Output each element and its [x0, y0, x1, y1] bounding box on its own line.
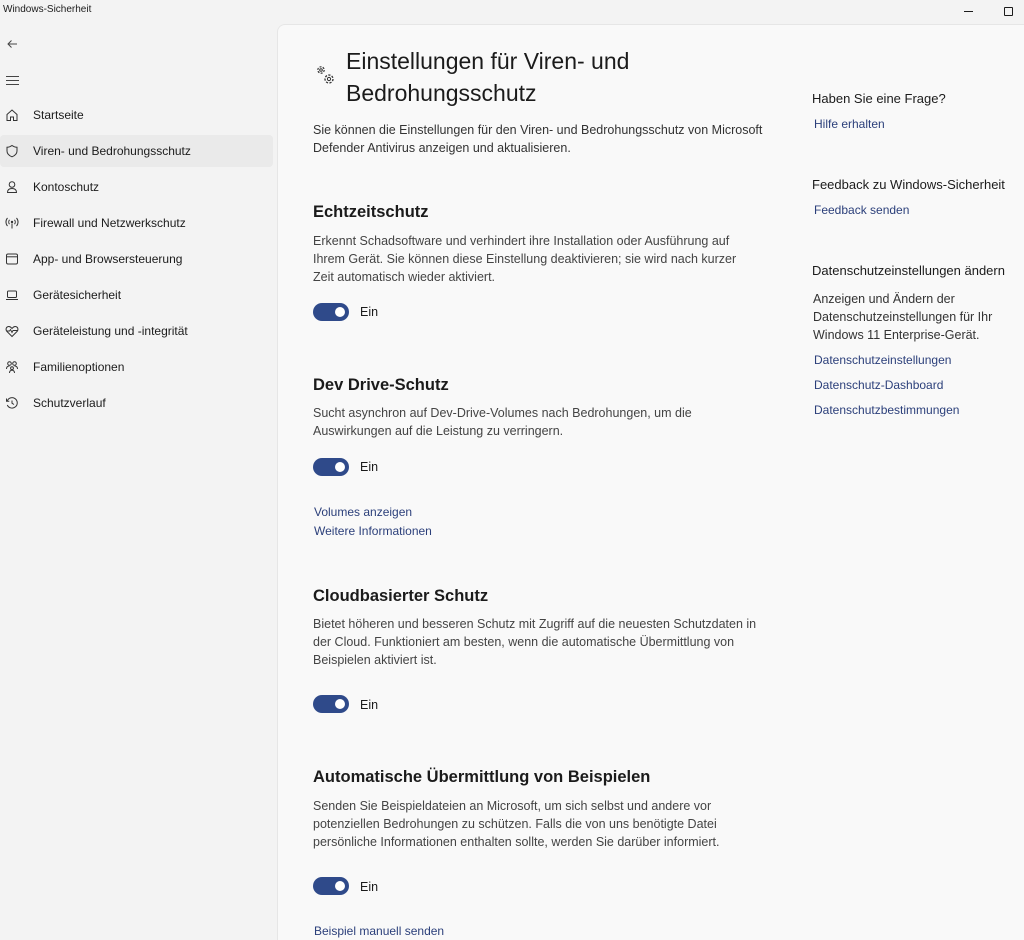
page-title: Einstellungen für Viren- und Bedrohungsschutz: [346, 48, 630, 106]
question-heading: Haben Sie eine Frage?: [812, 91, 946, 106]
sidebar-item-app-browsersteuerung[interactable]: [0, 243, 273, 275]
sidebar-item-label: Gerätesicherheit: [33, 288, 122, 302]
privacy-heading: Datenschutzeinstellungen ändern: [812, 263, 1005, 278]
person-icon: [0, 179, 24, 195]
sidebar-item-viren-und-bedrohungsschutz[interactable]: [0, 135, 273, 167]
section-description: Sucht asynchron auf Dev-Drive-Volumes nach Bedrohungen, um die Auswirkungen auf die Leistung zu verringern.: [313, 406, 692, 438]
hilfe-erhalten-link[interactable]: Hilfe erhalten: [814, 117, 885, 131]
feedback-heading: Feedback zu Windows-Sicherheit: [812, 177, 1005, 192]
maximize-icon: [1004, 7, 1013, 16]
sidebar-item-label: Startseite: [33, 108, 84, 122]
section-description: Senden Sie Beispieldateien an Microsoft, um sich selbst und andere vor potenziellen Bedrohungen zu schützen. Falls die von uns benötigte Datei persönliche Informationen enthalten sollte, werden Sie darüber informiert.: [313, 799, 720, 849]
toggle-knob: [335, 307, 345, 317]
section-description: Bietet höheren und besseren Schutz mit Zugriff auf die neuesten Schutzdaten in der Cloud. Funktioniert am besten, wenn die automatische Übermittlung von Beispielen aktiviert ist.: [313, 617, 757, 667]
datenschutzbestimmungen-link[interactable]: Datenschutzbestimmungen: [814, 403, 960, 417]
toggle-knob: [335, 699, 345, 709]
antenna-icon: [0, 215, 24, 231]
privacy-description: Anzeigen und Ändern der Datenschutzeinstellungen für Ihr Windows 11 Enterprise-Gerät.: [813, 292, 993, 342]
toggle-knob: [335, 462, 345, 472]
heart-pulse-icon: [0, 323, 24, 339]
datenschutz-dashboard-link[interactable]: Datenschutz-Dashboard: [814, 378, 944, 392]
volumes-anzeigen-link[interactable]: Volumes anzeigen: [314, 505, 413, 519]
back-button[interactable]: [2, 34, 22, 54]
section-title-automatische-uebermittlung: Automatische Übermittlung von Beispielen: [313, 768, 651, 786]
sidebar-item-kontoschutz[interactable]: [0, 171, 273, 203]
section-title-dev-drive-schutz: Dev Drive-Schutz: [313, 376, 449, 394]
sidebar-item-label: Familienoptionen: [33, 360, 125, 374]
browser-window-icon: [0, 251, 24, 267]
toggle-knob: [335, 881, 345, 891]
toggle-state-label: Ein: [360, 880, 379, 894]
dev-drive-schutz-toggle[interactable]: [313, 458, 349, 476]
laptop-icon: [0, 287, 24, 303]
section-description: Erkennt Schadsoftware und verhindert ihre Installation oder Ausführung auf Ihrem Gerät. Sie können diese Einstellung deaktivieren; sie wird nach kurzer Zeit automatisch wieder aktiviert.: [313, 234, 737, 284]
weitere-informationen-link[interactable]: Weitere Informationen: [314, 524, 432, 538]
beispiel-manuell-senden-link[interactable]: Beispiel manuell senden: [314, 924, 445, 938]
sidebar-item-familienoptionen[interactable]: [0, 351, 273, 383]
maximize-button[interactable]: [990, 0, 1024, 22]
menu-button[interactable]: [2, 70, 22, 90]
app-title: Windows-Sicherheit: [3, 4, 92, 15]
toggle-state-label: Ein: [360, 460, 379, 474]
sidebar-item-startseite[interactable]: [0, 99, 273, 131]
feedback-senden-link[interactable]: Feedback senden: [814, 203, 910, 217]
family-icon: [0, 359, 24, 375]
sidebar-item-geraetesicherheit[interactable]: [0, 279, 273, 311]
sidebar-item-label: Viren- und Bedrohungsschutz: [33, 144, 191, 158]
automatische-uebermittlung-toggle[interactable]: [313, 877, 349, 895]
sidebar-item-label: Kontoschutz: [33, 180, 100, 194]
sidebar-item-label: Geräteleistung und -integrität: [33, 324, 188, 338]
sidebar-item-geraeteleistung[interactable]: [0, 315, 273, 347]
minimize-button[interactable]: [950, 0, 986, 22]
gears-icon: [313, 62, 339, 88]
back-arrow-icon: [6, 38, 18, 50]
section-title-echtzeitschutz: Echtzeitschutz: [313, 203, 429, 221]
minimize-icon: [964, 11, 973, 12]
page-description: Sie können die Einstellungen für den Viren- und Bedrohungsschutz von Microsoft Defender Antivirus anzeigen und aktualisieren.: [313, 123, 763, 155]
sidebar-nav: [0, 99, 273, 423]
section-title-cloudbasierter-schutz: Cloudbasierter Schutz: [313, 587, 489, 605]
shield-icon: [0, 143, 24, 159]
sidebar-item-label: Firewall und Netzwerkschutz: [33, 216, 186, 230]
home-icon: [0, 107, 24, 123]
cloudbasierter-schutz-toggle[interactable]: [313, 695, 349, 713]
history-icon: [0, 395, 24, 411]
title-bar: [0, 0, 1024, 24]
sidebar-item-schutzverlauf[interactable]: [0, 387, 273, 419]
datenschutzeinstellungen-link[interactable]: Datenschutzeinstellungen: [814, 353, 952, 367]
sidebar-item-firewall[interactable]: [0, 207, 273, 239]
hamburger-icon: [6, 75, 19, 86]
sidebar-item-label: App- und Browsersteuerung: [33, 252, 183, 266]
toggle-state-label: Ein: [360, 305, 379, 319]
echtzeitschutz-toggle[interactable]: [313, 303, 349, 321]
toggle-state-label: Ein: [360, 698, 379, 712]
sidebar-item-label: Schutzverlauf: [33, 396, 106, 410]
